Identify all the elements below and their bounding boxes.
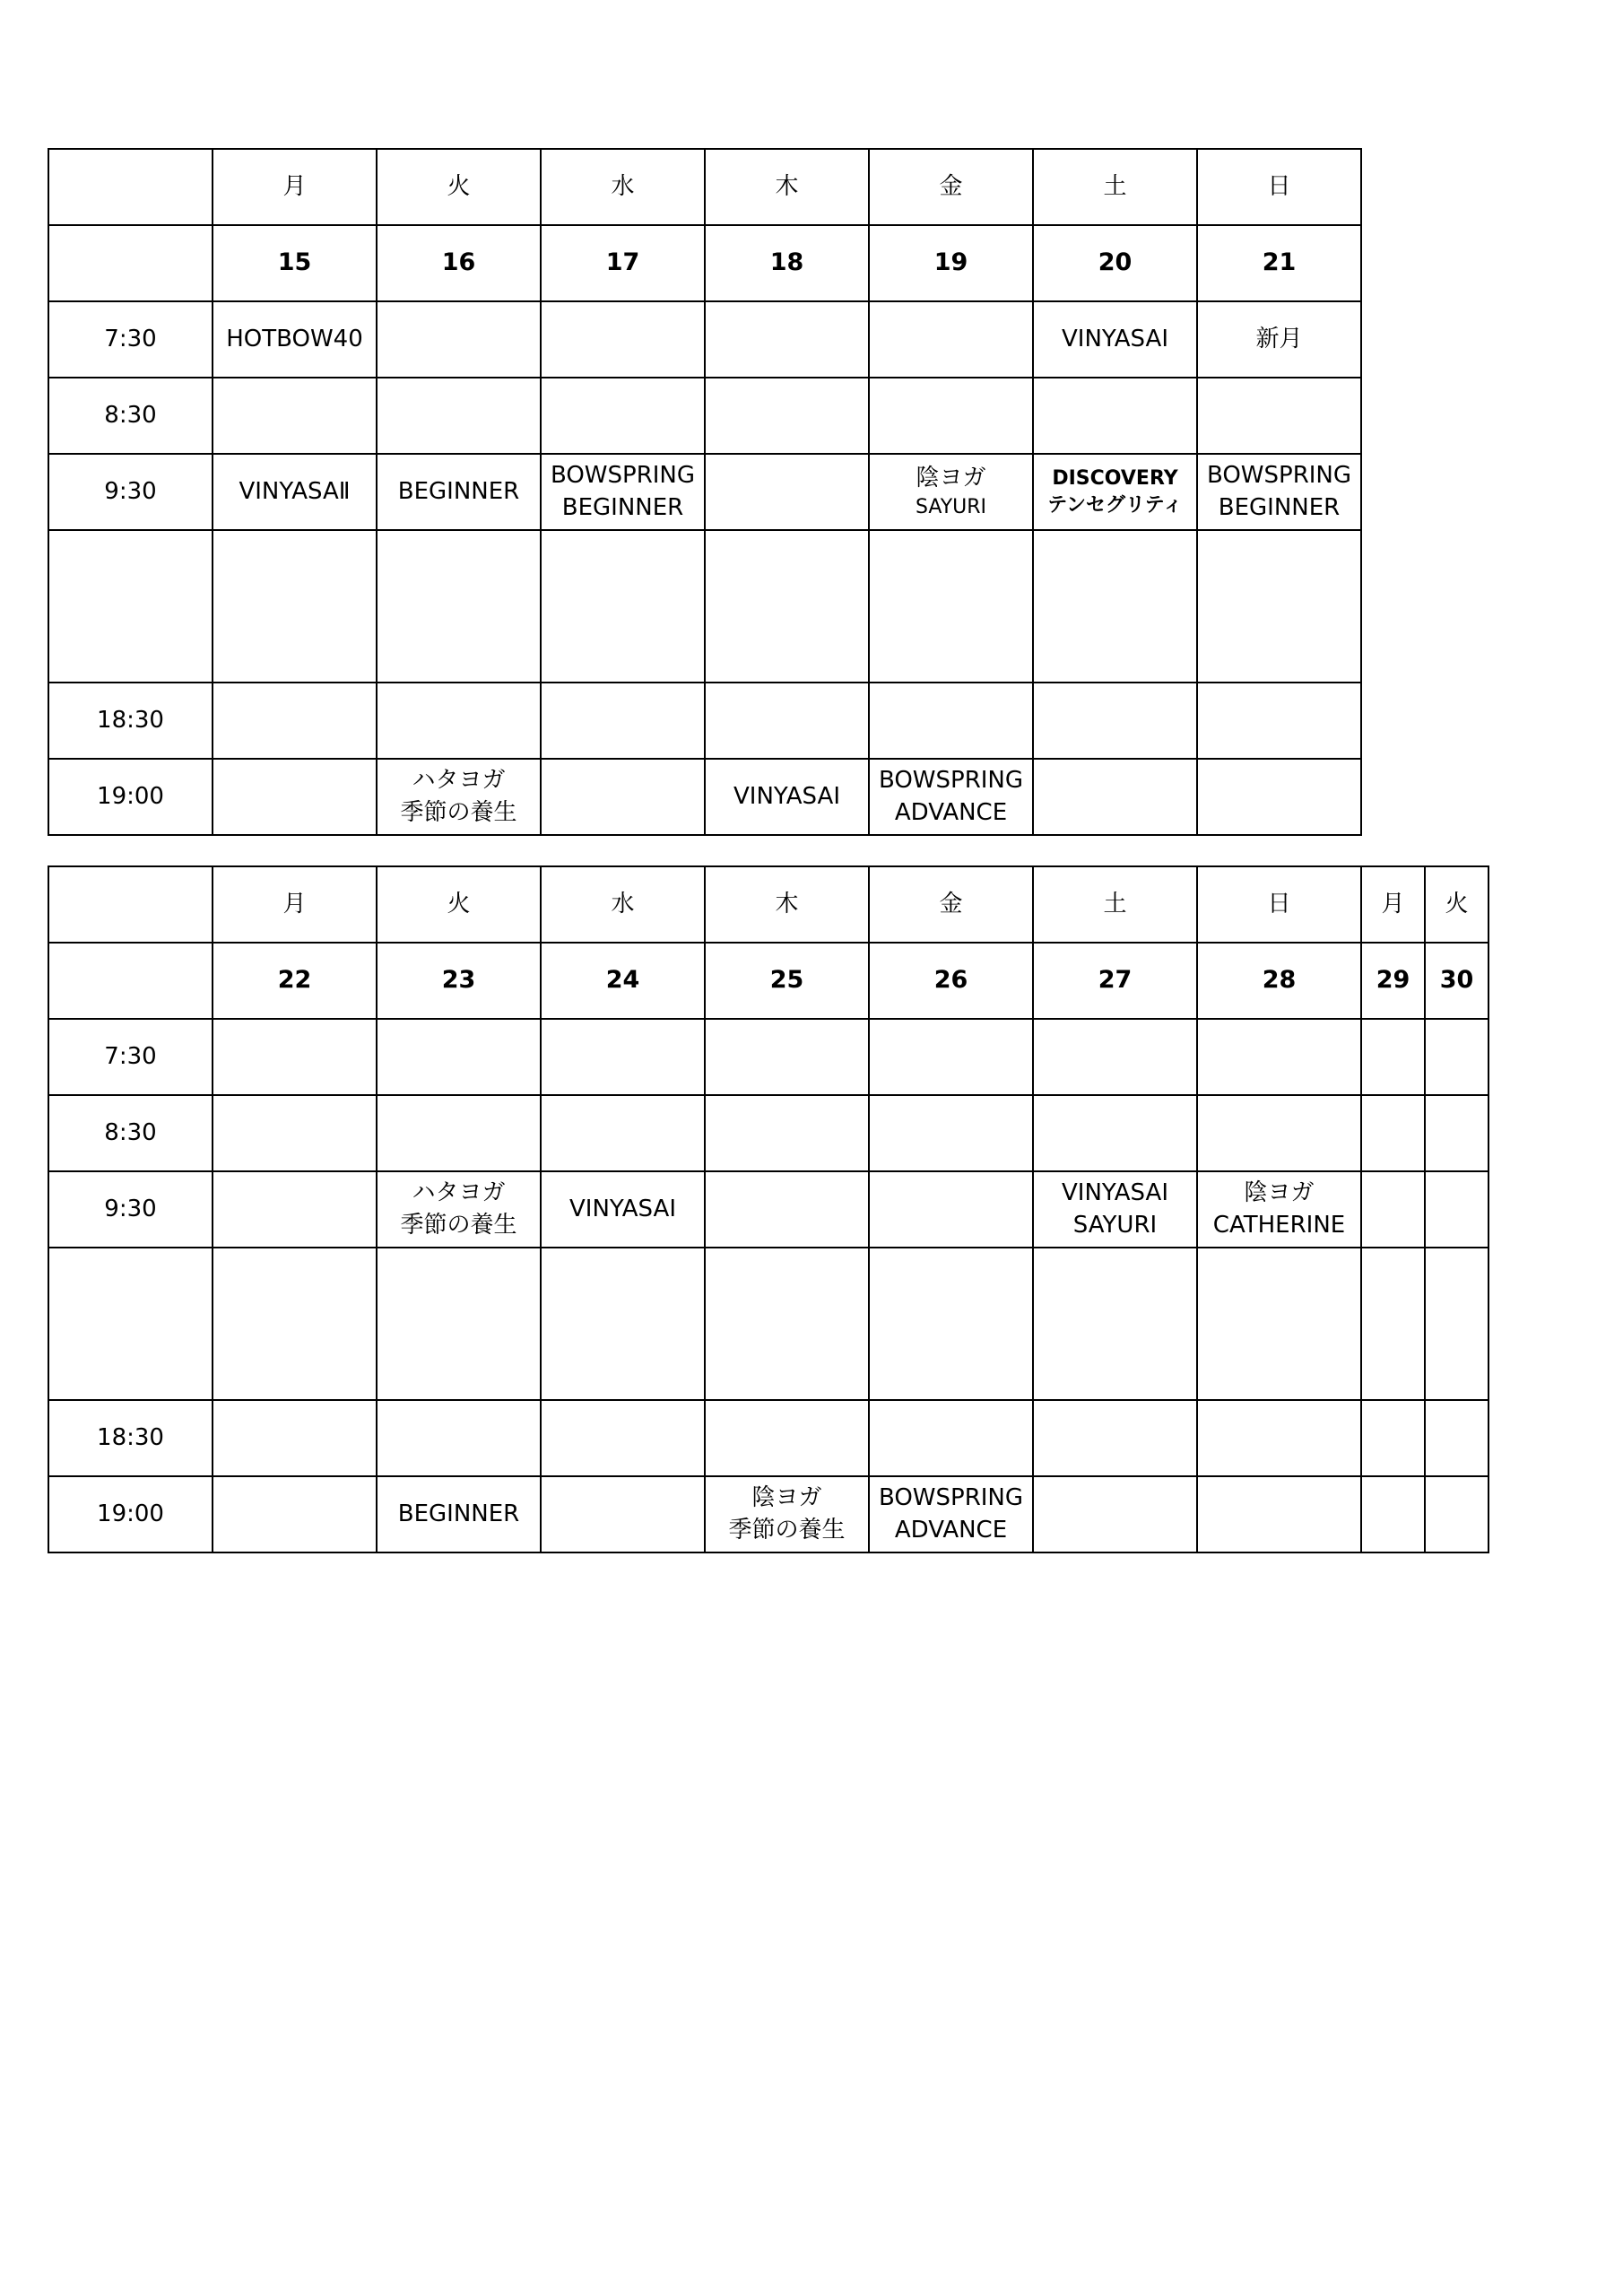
class-cell [705, 759, 869, 835]
class-cell [541, 1248, 705, 1400]
class-cell [541, 683, 705, 759]
time-label: 19:00 [48, 759, 213, 835]
class-cell [541, 1095, 705, 1171]
class-cell [705, 683, 869, 759]
class-cell [869, 301, 1033, 378]
class-cell [213, 683, 377, 759]
class-cell [1033, 759, 1197, 835]
date-cell: 17 [541, 225, 705, 301]
class-cell [1425, 1019, 1488, 1095]
class-cell [541, 1400, 705, 1476]
class-cell [377, 378, 541, 454]
class-cell [869, 759, 1033, 835]
class-label: HOTBOW40 [226, 325, 363, 352]
date-cell: 22 [213, 943, 377, 1019]
weekday-cell: 月 [1361, 866, 1425, 943]
class-label: BOWSPRING [550, 462, 696, 490]
class-cell [705, 454, 869, 530]
class-cell [541, 378, 705, 454]
date-cell: 26 [869, 943, 1033, 1019]
time-slot-row [48, 301, 1361, 378]
weekday-cell: 日 [1197, 866, 1361, 943]
class-cell [1361, 1095, 1425, 1171]
weekday-cell: 金 [869, 866, 1033, 943]
class-cell [541, 301, 705, 378]
class-cell [377, 1095, 541, 1171]
class-cell [213, 1400, 377, 1476]
time-slot-row [48, 1171, 1488, 1248]
corner-cell [48, 943, 213, 1019]
time-slot-row [48, 1095, 1488, 1171]
class-cell [377, 1171, 541, 1248]
class-label: DISCOVERY [1052, 466, 1178, 490]
class-sublabel: BEGINNER [561, 493, 684, 521]
class-cell [1033, 1248, 1197, 1400]
class-cell [377, 683, 541, 759]
class-sublabel: ADVANCE [894, 798, 1008, 826]
time-label [48, 530, 213, 683]
class-cell [869, 1476, 1033, 1552]
date-row [48, 225, 1361, 301]
weekday-cell: 日 [1197, 149, 1361, 225]
time-slot-row [48, 1476, 1488, 1552]
time-label: 8:30 [48, 378, 213, 454]
class-cell [869, 454, 1033, 530]
class-cell [377, 1476, 541, 1552]
time-slot-row [48, 1400, 1488, 1476]
class-cell [213, 454, 377, 530]
schedule-table-week-2 [48, 865, 1489, 1553]
weekday-cell: 火 [377, 149, 541, 225]
class-cell [213, 301, 377, 378]
class-cell [377, 759, 541, 835]
date-cell: 16 [377, 225, 541, 301]
class-cell [541, 759, 705, 835]
class-cell [869, 1019, 1033, 1095]
class-label: BEGINNER [397, 477, 520, 505]
class-cell [1033, 454, 1197, 530]
class-cell [1425, 1095, 1488, 1171]
class-cell [377, 301, 541, 378]
class-label: 陰ヨガ [751, 1484, 822, 1512]
class-cell [1197, 454, 1361, 530]
class-cell [213, 1095, 377, 1171]
class-label: BOWSPRING [878, 767, 1024, 795]
class-cell [213, 378, 377, 454]
class-cell [377, 1019, 541, 1095]
class-cell [213, 1171, 377, 1248]
class-cell [1033, 1095, 1197, 1171]
weekday-row [48, 866, 1488, 943]
date-row [48, 943, 1488, 1019]
class-cell [1197, 1476, 1361, 1552]
class-cell [1361, 1476, 1425, 1552]
corner-cell [48, 149, 213, 225]
weekday-cell: 月 [213, 866, 377, 943]
weekday-cell: 木 [705, 866, 869, 943]
time-label: 7:30 [48, 301, 213, 378]
time-slot-row [48, 1019, 1488, 1095]
class-sublabel: 季節の養生 [400, 798, 517, 826]
class-cell [1197, 1019, 1361, 1095]
schedule-table-week-1 [48, 148, 1362, 836]
class-cell [1197, 378, 1361, 454]
class-label: VINYASAⅠ [1062, 1179, 1168, 1207]
blank-row [48, 1248, 1488, 1400]
instructor-label: SAYURI [1072, 1211, 1158, 1239]
class-cell [541, 1476, 705, 1552]
instructor-label: CATHERINE [1212, 1211, 1346, 1239]
time-label: 9:30 [48, 1171, 213, 1248]
class-cell [1197, 530, 1361, 683]
time-label: 7:30 [48, 1019, 213, 1095]
class-cell [869, 1171, 1033, 1248]
class-cell [705, 1400, 869, 1476]
class-cell [869, 1095, 1033, 1171]
time-slot-row [48, 759, 1361, 835]
date-cell: 23 [377, 943, 541, 1019]
time-slot-row [48, 683, 1361, 759]
blank-row [48, 530, 1361, 683]
class-cell [1197, 759, 1361, 835]
class-label: BEGINNER [397, 1500, 520, 1527]
class-cell [541, 1019, 705, 1095]
class-label: VINYASAⅠ [569, 1195, 676, 1222]
class-cell [1361, 1171, 1425, 1248]
weekday-cell: 木 [705, 149, 869, 225]
class-cell [1197, 1095, 1361, 1171]
time-label: 8:30 [48, 1095, 213, 1171]
class-cell [1033, 683, 1197, 759]
class-label: VINYASAⅠ [1062, 325, 1168, 352]
class-label: 陰ヨガ [916, 465, 986, 492]
weekday-cell: 土 [1033, 149, 1197, 225]
class-cell [869, 1248, 1033, 1400]
corner-cell [48, 225, 213, 301]
date-cell: 28 [1197, 943, 1361, 1019]
date-cell: 21 [1197, 225, 1361, 301]
class-cell [1425, 1171, 1488, 1248]
class-cell [1197, 1400, 1361, 1476]
class-cell [705, 1248, 869, 1400]
weekday-row [48, 149, 1361, 225]
class-cell [705, 1095, 869, 1171]
corner-cell [48, 866, 213, 943]
class-label: 陰ヨガ [1244, 1179, 1315, 1207]
class-cell [1361, 1248, 1425, 1400]
class-cell [705, 378, 869, 454]
date-cell: 24 [541, 943, 705, 1019]
class-label: VINYASAⅠ [733, 782, 840, 810]
class-label: ハタヨガ [412, 1179, 506, 1207]
class-cell [377, 530, 541, 683]
class-cell [541, 1171, 705, 1248]
class-label: BOWSPRING [1206, 462, 1352, 490]
class-cell [869, 530, 1033, 683]
class-sublabel: 季節の養生 [728, 1516, 846, 1544]
time-label [48, 1248, 213, 1400]
instructor-label: SAYURI [915, 496, 987, 519]
date-cell: 27 [1033, 943, 1197, 1019]
weekday-cell: 火 [377, 866, 541, 943]
class-cell [541, 530, 705, 683]
class-cell [213, 1248, 377, 1400]
date-cell: 29 [1361, 943, 1425, 1019]
date-cell: 20 [1033, 225, 1197, 301]
time-slot-row [48, 454, 1361, 530]
time-label: 19:00 [48, 1476, 213, 1552]
class-cell [1425, 1248, 1488, 1400]
class-cell [705, 1019, 869, 1095]
date-cell: 18 [705, 225, 869, 301]
class-cell [705, 1476, 869, 1552]
class-label: 新月 [1255, 325, 1303, 352]
weekday-cell: 水 [541, 866, 705, 943]
time-label: 9:30 [48, 454, 213, 530]
class-cell [213, 530, 377, 683]
class-cell [213, 1019, 377, 1095]
class-cell [1197, 301, 1361, 378]
time-label: 18:30 [48, 1400, 213, 1476]
class-cell [1197, 1248, 1361, 1400]
date-cell: 15 [213, 225, 377, 301]
class-cell [1033, 530, 1197, 683]
class-cell [1033, 1171, 1197, 1248]
class-cell [869, 1400, 1033, 1476]
class-cell [1197, 683, 1361, 759]
class-sublabel: 季節の養生 [400, 1211, 517, 1239]
class-cell [213, 1476, 377, 1552]
class-cell [213, 759, 377, 835]
class-cell [377, 1400, 541, 1476]
class-label: VINYASAⅡ [239, 477, 351, 505]
class-cell [1197, 1171, 1361, 1248]
class-cell [377, 454, 541, 530]
class-cell [705, 530, 869, 683]
class-cell [705, 1171, 869, 1248]
class-cell [1425, 1476, 1488, 1552]
date-cell: 25 [705, 943, 869, 1019]
class-cell [1425, 1400, 1488, 1476]
class-cell [1033, 1476, 1197, 1552]
time-slot-row [48, 378, 1361, 454]
class-sublabel: BEGINNER [1218, 493, 1341, 521]
class-cell [869, 683, 1033, 759]
class-cell [1033, 301, 1197, 378]
class-sublabel: ADVANCE [894, 1516, 1008, 1544]
weekday-cell: 金 [869, 149, 1033, 225]
class-cell [1033, 1019, 1197, 1095]
class-cell [869, 378, 1033, 454]
class-cell [1361, 1019, 1425, 1095]
class-cell [1033, 1400, 1197, 1476]
date-cell: 30 [1425, 943, 1488, 1019]
class-sublabel: テンセグリティ [1047, 493, 1183, 517]
weekday-cell: 水 [541, 149, 705, 225]
class-cell [1361, 1400, 1425, 1476]
date-cell: 19 [869, 225, 1033, 301]
class-cell [377, 1248, 541, 1400]
weekday-cell: 火 [1425, 866, 1488, 943]
class-cell [705, 301, 869, 378]
class-cell [1033, 378, 1197, 454]
weekday-cell: 土 [1033, 866, 1197, 943]
class-label: ハタヨガ [412, 767, 506, 795]
class-cell [541, 454, 705, 530]
weekday-cell: 月 [213, 149, 377, 225]
time-label: 18:30 [48, 683, 213, 759]
class-label: BOWSPRING [878, 1484, 1024, 1512]
